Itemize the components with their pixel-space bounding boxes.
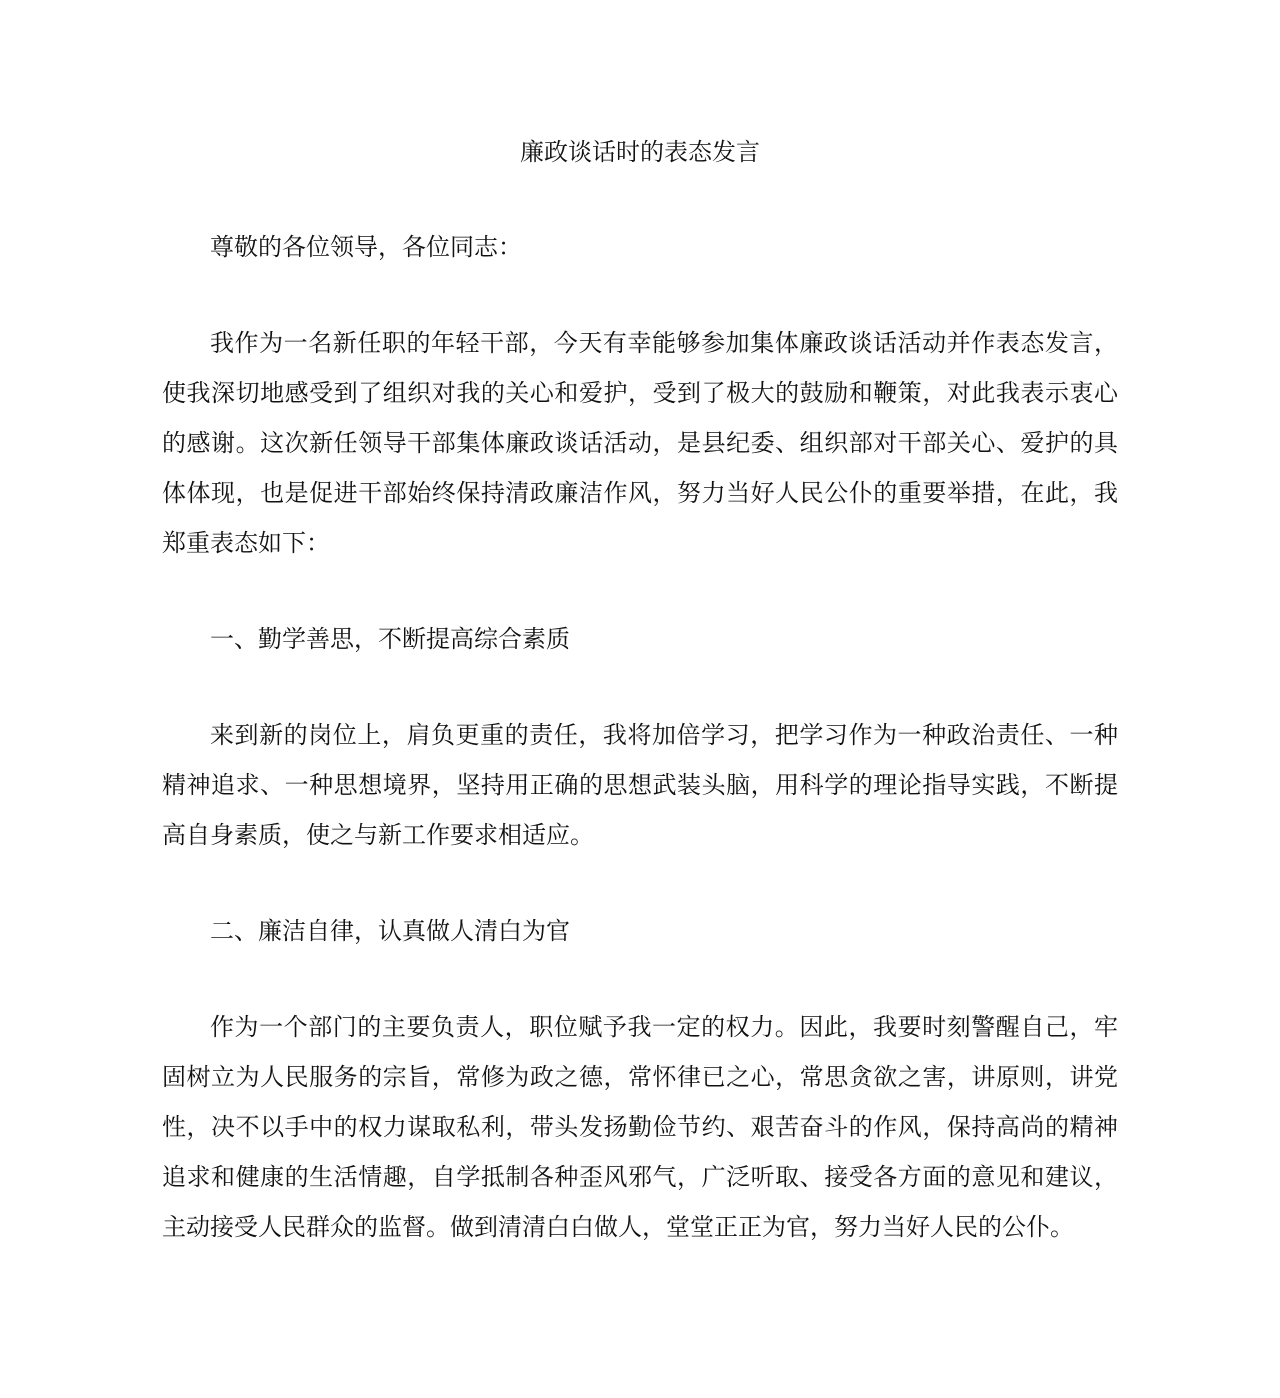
document-title: 廉政谈话时的表态发言 xyxy=(520,138,760,166)
section-heading-1: 一、勤学善思，不断提高综合素质 xyxy=(210,625,570,653)
paragraph-study: 来到新的岗位上，肩负更重的责任，我将加倍学习，把学习作为一种政治责任、一种精神追求、一种思想境界，坚持用正确的思想武装头脑，用科学的理论指导实践，不断提高自身素质，使之与新工作要求相适应。 xyxy=(162,721,1118,849)
greeting: 尊敬的各位领导，各位同志： xyxy=(210,233,522,261)
section-heading-2: 二、廉洁自律，认真做人清白为官 xyxy=(210,917,570,945)
paragraph-integrity: 作为一个部门的主要负责人，职位赋予我一定的权力。因此，我要时刻警醒自己，牢固树立为人民服务的宗旨，常修为政之德，常怀律已之心，常思贪欲之害，讲原则，讲党性，决不以手中的权力谋取私利，带头发扬勤俭节约、艰苦奋斗的作风，保持高尚的精神追求和健康的生活情趣，自学抵制各种歪风邪气，广泛听取、接受各方面的意见和建议，主动接受人民群众的监督。做到清清白白做人，堂堂正正为官，努力当好人民的公仆。 xyxy=(162,1013,1118,1241)
paragraph-intro: 我作为一名新任职的年轻干部，今天有幸能够参加集体廉政谈话活动并作表态发言，使我深切地感受到了组织对我的关心和爱护，受到了极大的鼓励和鞭策，对此我表示衷心的感谢。这次新任领导干部集体廉政谈话活动，是县纪委、组织部对干部关心、爱护的具体体现，也是促进干部始终保持清政廉洁作风，努力当好人民公仆的重要举措，在此，我郑重表态如下： xyxy=(162,329,1118,557)
